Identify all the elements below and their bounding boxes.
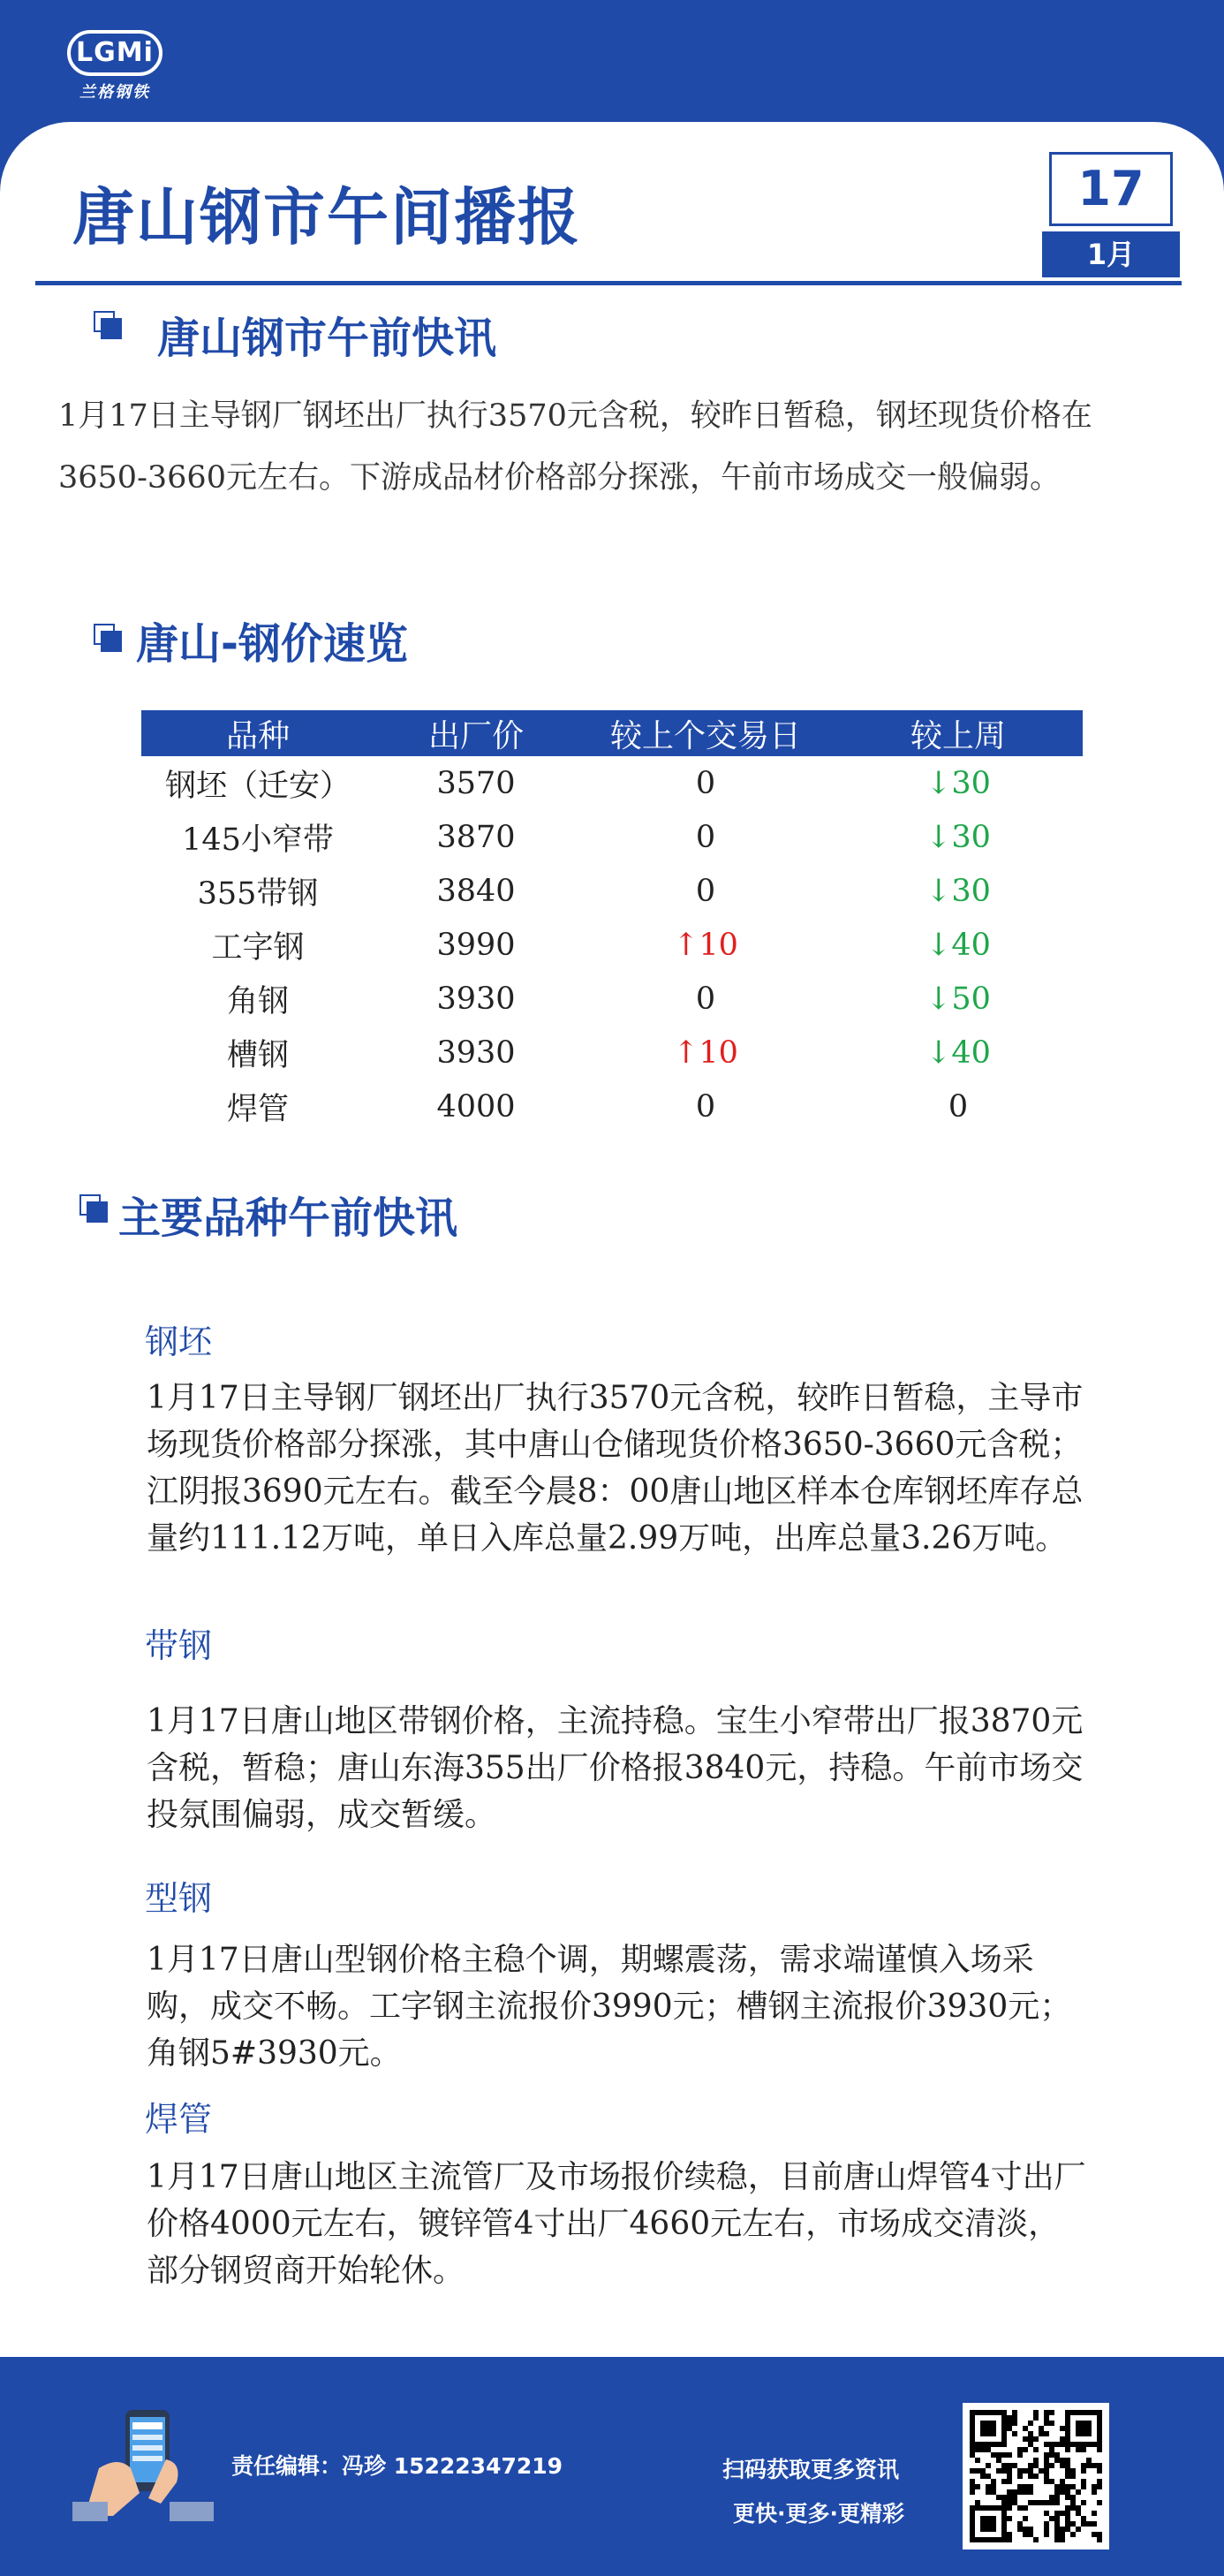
- change-value: 40: [951, 1034, 991, 1071]
- day-change-cell: 0: [695, 981, 716, 1017]
- arrow-down-icon: ↓: [926, 981, 952, 1017]
- phone-hand-icon: [72, 2406, 214, 2521]
- scan-prompt: 扫码获取更多资讯: [722, 2457, 900, 2482]
- price-cell: 4000: [436, 1088, 516, 1125]
- variety-heading: 型钢: [145, 1879, 213, 1918]
- section-square-icon: [94, 311, 122, 339]
- section-title-main-varieties: 主要品种午前快讯: [118, 1193, 458, 1243]
- day-change-cell: [578, 1026, 834, 1080]
- variety-text: 1月17日唐山地区主流管厂及市场报价续稳，目前唐山焊管4寸出厂价格4000元左右，镀锌管4寸出厂4660元左右，市场成交清淡，部分钢贸商开始轮休。: [147, 2159, 1086, 2289]
- variety-text: 1月17日唐山型钢价格主稳个调，期螺震荡，需求端谨慎入场采购，成交不畅。工字钢主流报价3990元；槽钢主流报价3930元；角钢5#3930元。: [147, 1942, 1072, 2072]
- price-cell: 3990: [436, 927, 516, 963]
- arrow-up-icon: ↑: [673, 927, 699, 963]
- column-header: 较上个交易日: [578, 710, 834, 756]
- week-change-cell: [834, 864, 1083, 918]
- change-value: 10: [699, 927, 738, 963]
- title-divider: [35, 281, 1182, 285]
- arrow-down-icon: ↓: [926, 819, 952, 855]
- change-value: 10: [699, 1034, 738, 1071]
- column-header: 出厂价: [374, 710, 578, 756]
- price-cell: 3840: [436, 873, 516, 909]
- page-title: 唐山钢市午间播报: [72, 181, 581, 254]
- change-value: 30: [951, 819, 991, 855]
- week-change-cell: [834, 756, 1083, 810]
- table-row: [141, 1026, 1083, 1080]
- logo-name: 兰格钢铁: [79, 83, 150, 102]
- table-header-row: [141, 710, 1083, 756]
- qr-code[interactable]: [963, 2403, 1109, 2549]
- week-change-cell: [834, 972, 1083, 1026]
- week-change-cell: [834, 918, 1083, 972]
- week-change-cell: [834, 810, 1083, 864]
- price-cell: 3930: [436, 1034, 516, 1071]
- arrow-down-icon: ↓: [926, 765, 952, 801]
- arrow-down-icon: ↓: [926, 873, 952, 909]
- week-change-cell: [834, 1026, 1083, 1080]
- change-value: 40: [951, 927, 991, 963]
- arrow-up-icon: ↑: [673, 1034, 699, 1071]
- day-change-cell: 0: [695, 1088, 716, 1125]
- arrow-down-icon: ↓: [926, 1034, 952, 1071]
- variety-cell: 145小窄带: [182, 822, 334, 858]
- variety-heading: 焊管: [145, 2100, 213, 2139]
- section-title-morning-news: 唐山钢市午前快讯: [157, 314, 497, 363]
- variety-cell: 焊管: [226, 1091, 289, 1127]
- section-square-icon: [94, 624, 122, 652]
- variety-cell: 槽钢: [226, 1037, 289, 1073]
- logo-mark: LGMi: [67, 30, 162, 76]
- price-table: [141, 710, 1083, 1133]
- date-day: 17: [1049, 152, 1173, 226]
- table-row: [141, 756, 1083, 810]
- change-value: 30: [951, 873, 991, 909]
- arrow-down-icon: ↓: [926, 927, 952, 963]
- variety-text: 1月17日唐山地区带钢价格，主流持稳。宝生小窄带出厂报3870元含税，暂稳；唐山东海355出厂价格报3840元，持稳。午前市场交投氛围偏弱，成交暂缓。: [147, 1703, 1084, 1833]
- change-value: 30: [951, 765, 991, 801]
- price-cell: 3930: [436, 981, 516, 1017]
- day-change-cell: 0: [695, 873, 716, 909]
- variety-cell: 钢坯（迁安）: [164, 768, 351, 804]
- column-header: 较上周: [834, 710, 1083, 756]
- variety-cell: 工字钢: [211, 929, 305, 966]
- header-band: [0, 0, 1224, 133]
- morning-news-text: 1月17日主导钢厂钢坯出厂执行3570元含税，较昨日暂稳，钢坯现货价格在3650-3660元左右。下游成品材价格部分探涨，午前市场成交一般偏弱。: [58, 398, 1092, 496]
- day-change-cell: [578, 918, 834, 972]
- column-header: 品种: [141, 710, 374, 756]
- variety-heading: 钢坯: [145, 1322, 213, 1361]
- date-month: 1月: [1042, 231, 1180, 277]
- section-title-price-overview: 唐山-钢价速览: [136, 619, 408, 669]
- logo: [62, 27, 168, 115]
- table-row: [141, 864, 1083, 918]
- day-change-cell: 0: [695, 819, 716, 855]
- slogan: 更快·更多·更精彩: [733, 2501, 904, 2527]
- table-row: [141, 918, 1083, 972]
- change-value: 50: [951, 981, 991, 1017]
- price-cell: 3570: [436, 765, 516, 801]
- week-change-cell: 0: [948, 1088, 969, 1125]
- variety-heading: 带钢: [145, 1626, 213, 1665]
- variety-cell: 角钢: [226, 983, 289, 1019]
- editor-info: 责任编辑：冯珍 15222347219: [231, 2453, 563, 2479]
- variety-cell: 355带钢: [197, 875, 319, 912]
- price-cell: 3870: [436, 819, 516, 855]
- section-square-icon: [79, 1194, 108, 1223]
- variety-text: 1月17日主导钢厂钢坯出厂执行3570元含税，较昨日暂稳，主导市场现货价格部分探涨，其中唐山仓储现货价格3650-3660元含税；江阴报3690元左右。截至今晨8：00唐山地区样本仓库钢坯库存总量约111.12万吨，单日入库总量2.99万吨，出库总量3.26万吨。: [147, 1380, 1084, 1557]
- table-row: [141, 810, 1083, 864]
- day-change-cell: 0: [695, 765, 716, 801]
- table-row: [141, 972, 1083, 1026]
- table-row: [141, 1080, 1083, 1133]
